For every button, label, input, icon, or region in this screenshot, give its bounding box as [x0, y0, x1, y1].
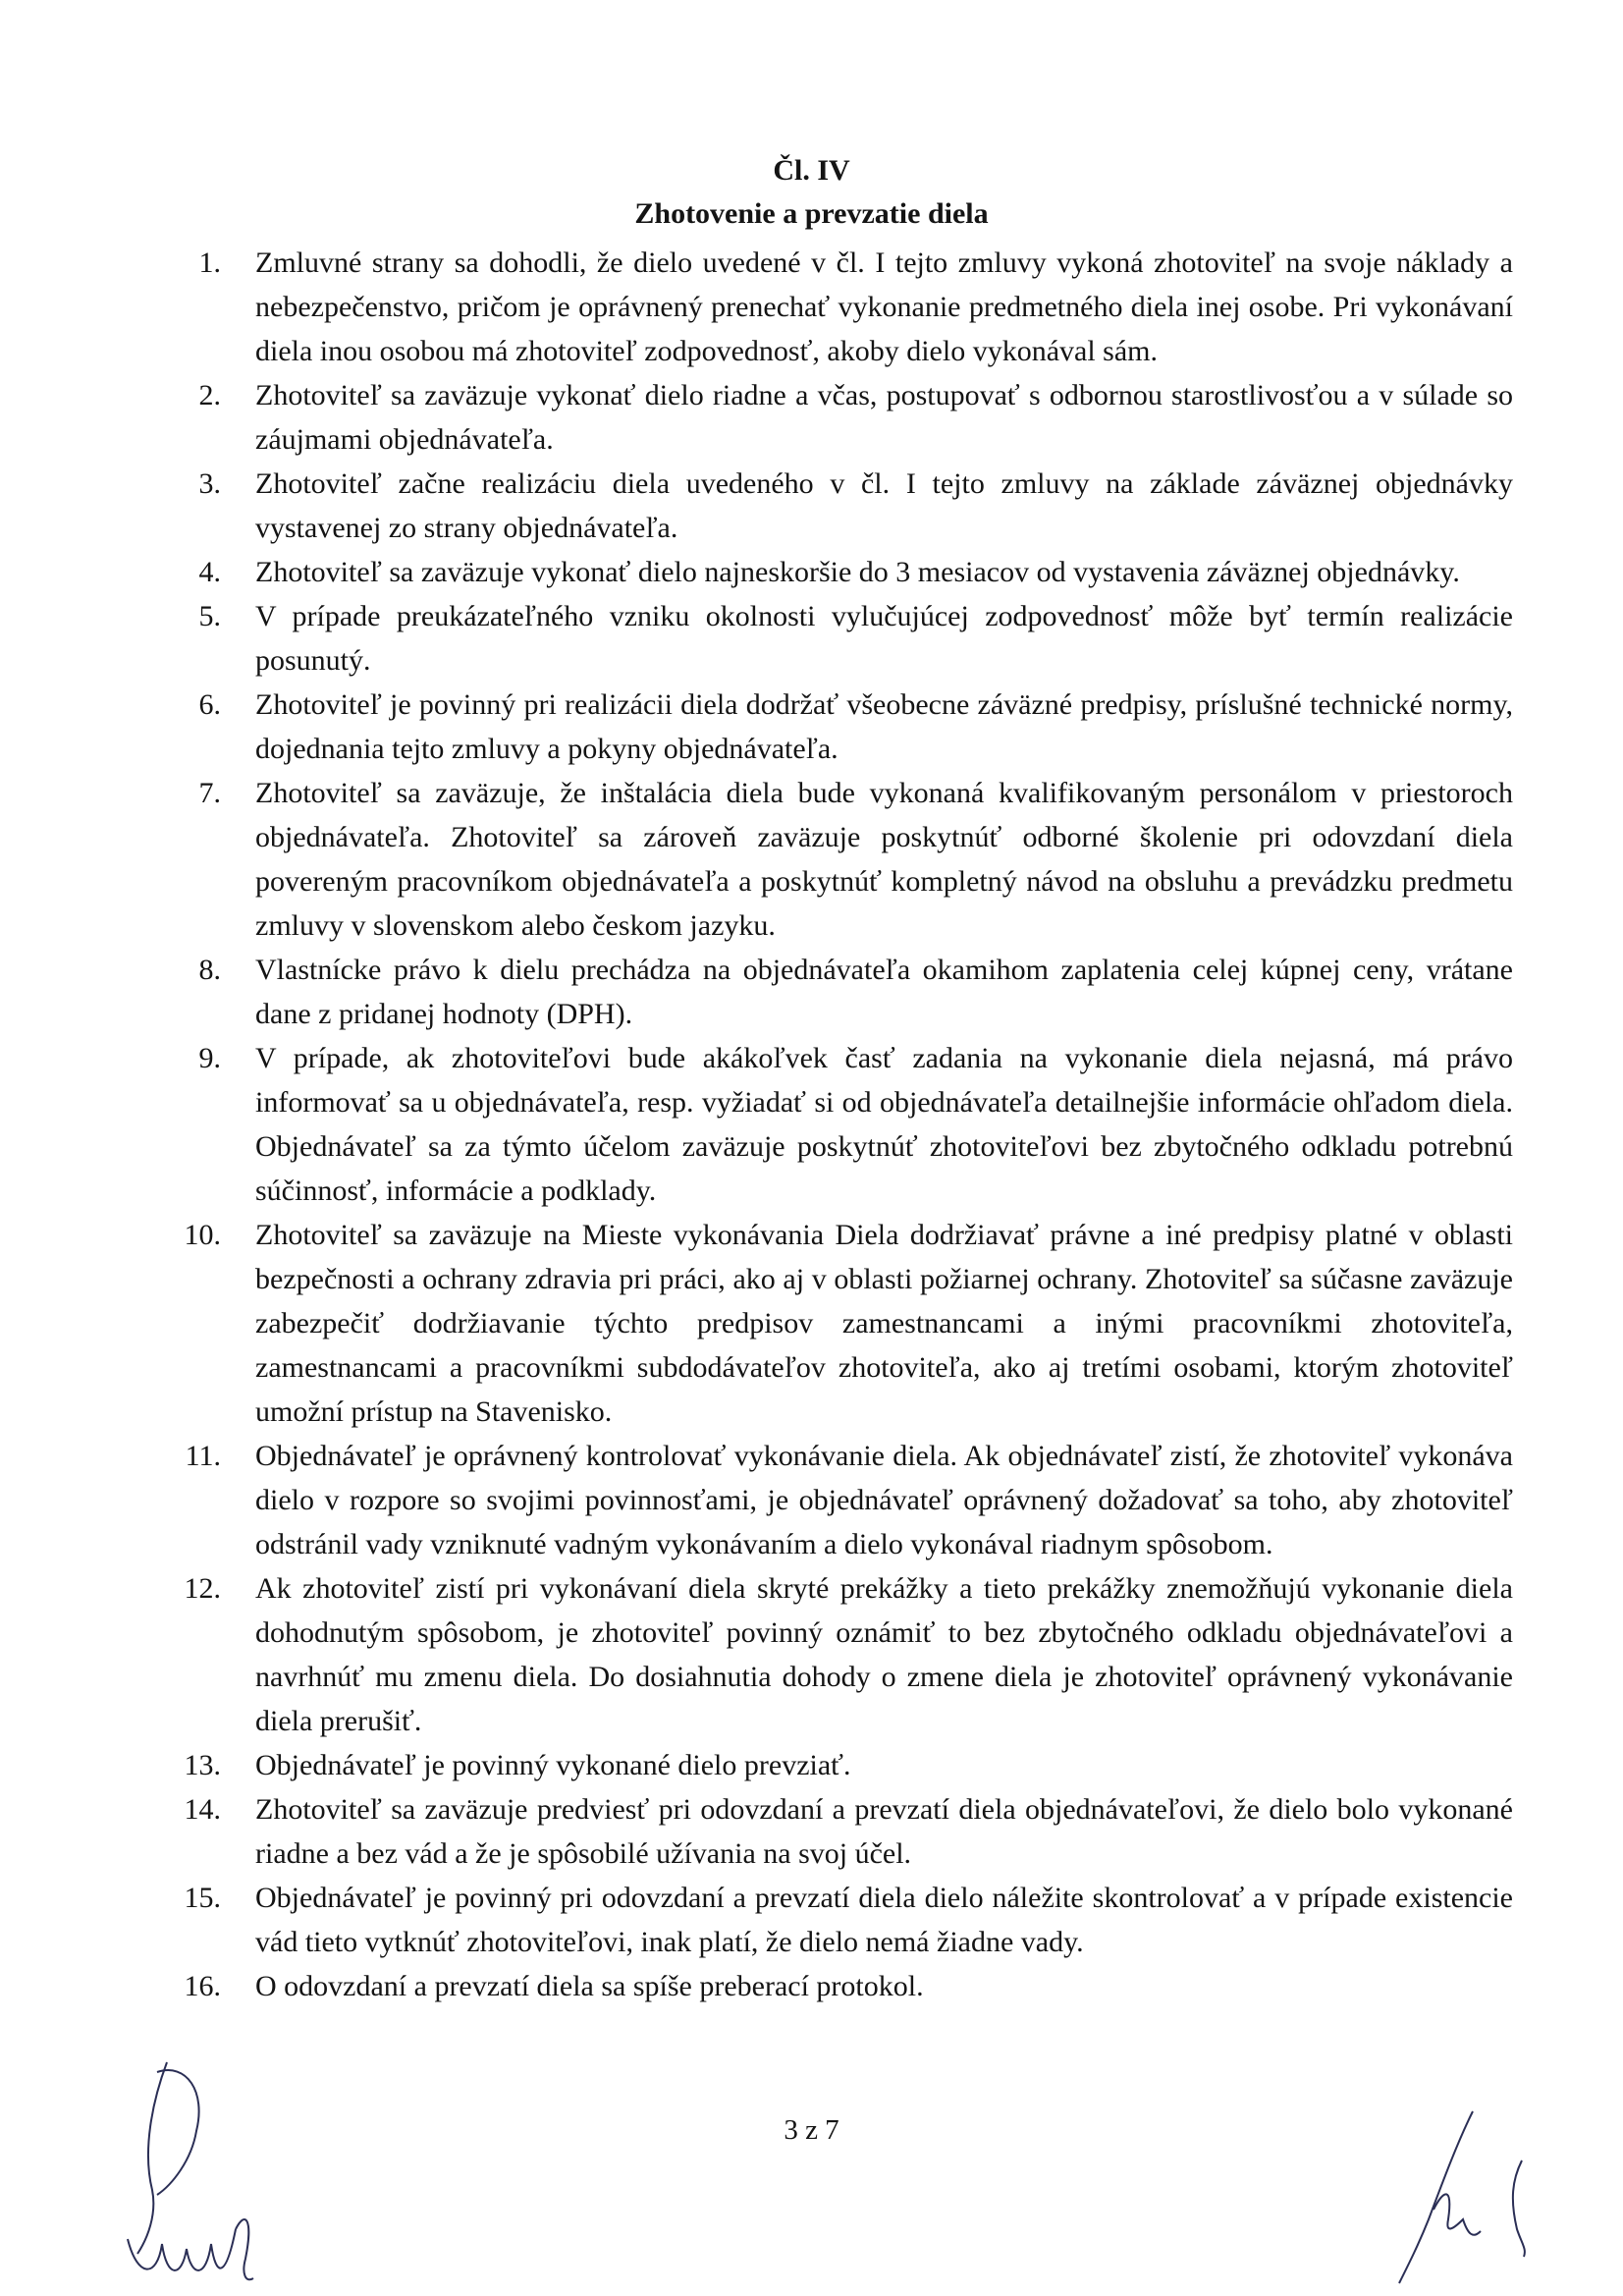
- clause-number: 10.: [184, 1219, 221, 1251]
- clause-item: [0, 550, 1623, 594]
- article-title: Zhotovenie a prevzatie diela: [634, 197, 989, 230]
- clause-item: [0, 594, 1623, 683]
- clause-number: 2.: [198, 379, 221, 411]
- clause-item: [0, 683, 1623, 771]
- clause-number: 12.: [184, 1572, 221, 1605]
- clause-item: [0, 1743, 1623, 1787]
- clause-item: [0, 1036, 1623, 1213]
- clause-text: Objednávateľ je povinný vykonané dielo prevziať.: [255, 1749, 851, 1781]
- clause-text: Zmluvné strany sa dohodli, že dielo uvedené v čl. I tejto zmluvy vykoná zhotoviteľ na svoje náklady a nebezpečenstvo, pričom je oprávnený prenechať vykonanie predmetného diela inej osobe. Pri vykonávaní diela inou osobou má zhotoviteľ zodpovednosť, akoby dielo vykonával sám.: [255, 246, 1513, 367]
- clause-text: Ak zhotoviteľ zistí pri vykonávaní diela skryté prekážky a tieto prekážky znemožňujú vykonanie diela dohodnutým spôsobom, je zhotoviteľ povinný oznámiť to bez zbytočného odkladu objednávateľovi a navrhnúť mu zmenu diela. Do dosiahnutia dohody o zmene diela je zhotoviteľ oprávnený vykonávanie diela prerušiť.: [255, 1572, 1513, 1737]
- clause-list: [0, 241, 1623, 2008]
- clause-item: [0, 1213, 1623, 1434]
- clause-text: V prípade, ak zhotoviteľovi bude akákoľvek časť zadania na vykonanie diela nejasná, má právo informovať sa u objednávateľa, resp. vyžiadať si od objednávateľa detailnejšie informácie ohľadom diela. Objednávateľ sa za týmto účelom zaväzuje poskytnúť zhotoviteľovi bez zbytočného odkladu potrebnú súčinnosť, informácie a podklady.: [255, 1042, 1513, 1207]
- clause-item: [0, 462, 1623, 550]
- clause-number: 14.: [184, 1793, 221, 1826]
- clause-number: 3.: [198, 467, 221, 500]
- clause-text: V prípade preukázateľného vzniku okolnosti vylučujúcej zodpovednosť môže byť termín realizácie posunutý.: [255, 600, 1513, 677]
- clause-number: 4.: [198, 556, 221, 588]
- clause-item: [0, 1876, 1623, 1964]
- page-number: 3 z 7: [784, 2114, 839, 2146]
- clause-item: [0, 1964, 1623, 2008]
- clause-text: Zhotoviteľ je povinný pri realizácii diela dodržať všeobecne záväzné predpisy, príslušné technické normy, dojednania tejto zmluvy a pokyny objednávateľa.: [255, 688, 1513, 765]
- clause-text: Vlastnícke právo k dielu prechádza na objednávateľa okamihom zaplatenia celej kúpnej ceny, vrátane dane z pridanej hodnoty (DPH).: [255, 954, 1513, 1030]
- clause-text: Zhotoviteľ sa zaväzuje, že inštalácia diela bude vykonaná kvalifikovaným personálom v priestoroch objednávateľa. Zhotoviteľ sa zároveň zaväzuje poskytnúť odborné školenie pri odovzdaní diela povereným pracovníkom objednávateľa a poskytnúť kompletný návod na obsluhu a prevádzku predmetu zmluvy v slovenskom alebo českom jazyku.: [255, 777, 1513, 942]
- clause-text: Objednávateľ je povinný pri odovzdaní a prevzatí diela dielo náležite skontrolovať a v prípade existencie vád tieto vytknúť zhotoviteľovi, inak platí, že dielo nemá žiadne vady.: [255, 1882, 1513, 1958]
- clause-item: [0, 373, 1623, 462]
- left-signature: [98, 2043, 295, 2288]
- clause-number: 6.: [198, 688, 221, 721]
- clause-number: 5.: [198, 600, 221, 632]
- clause-number: 16.: [184, 1970, 221, 2002]
- clause-number: 13.: [184, 1749, 221, 1781]
- clause-item: [0, 948, 1623, 1036]
- clause-number: 15.: [184, 1882, 221, 1914]
- clause-number: 11.: [185, 1440, 221, 1472]
- clause-number: 1.: [198, 246, 221, 279]
- right-signature: [1375, 2102, 1551, 2288]
- clause-text: Zhotoviteľ sa zaväzuje vykonať dielo riadne a včas, postupovať s odbornou starostlivosťou a v súlade so záujmami objednávateľa.: [255, 379, 1513, 456]
- clause-item: [0, 1434, 1623, 1566]
- clause-text: Zhotoviteľ sa zaväzuje na Mieste vykonávania Diela dodržiavať právne a iné predpisy platné v oblasti bezpečnosti a ochrany zdravia pri práci, ako aj v oblasti požiarnej ochrany. Zhotoviteľ sa súčasne zaväzuje zabezpečiť dodržiavanie týchto predpisov zamestnancami a inými pracovníkmi zhotoviteľa, zamestnancami a pracovníkmi subdodávateľov zhotoviteľa, ako aj tretími osobami, ktorým zhotoviteľ umožní prístup na Stavenisko.: [255, 1219, 1513, 1428]
- article-number: Čl. IV: [773, 154, 850, 187]
- clause-text: O odovzdaní a prevzatí diela sa spíše preberací protokol.: [255, 1970, 924, 2002]
- clause-number: 7.: [198, 777, 221, 809]
- clause-text: Zhotoviteľ sa zaväzuje predviesť pri odovzdaní a prevzatí diela objednávateľovi, že dielo bolo vykonané riadne a bez vád a že je spôsobilé užívania na svoj účel.: [255, 1793, 1513, 1870]
- clause-item: [0, 1787, 1623, 1876]
- clause-number: 8.: [198, 954, 221, 986]
- clause-text: Zhotoviteľ začne realizáciu diela uvedeného v čl. I tejto zmluvy na základe záväznej objednávky vystavenej zo strany objednávateľa.: [255, 467, 1513, 544]
- clause-text: Zhotoviteľ sa zaväzuje vykonať dielo najneskoršie do 3 mesiacov od vystavenia záväznej objednávky.: [255, 556, 1460, 588]
- clause-item: [0, 1566, 1623, 1743]
- clause-text: Objednávateľ je oprávnený kontrolovať vykonávanie diela. Ak objednávateľ zistí, že zhotoviteľ vykonáva dielo v rozpore so svojimi povinnosťami, je objednávateľ oprávnený dožadovať sa toho, aby zhotoviteľ odstránil vady vzniknuté vadným vykonávaním a dielo vykonával riadnym spôsobom.: [255, 1440, 1513, 1560]
- clause-item: [0, 771, 1623, 948]
- clause-item: [0, 241, 1623, 373]
- clause-number: 9.: [198, 1042, 221, 1074]
